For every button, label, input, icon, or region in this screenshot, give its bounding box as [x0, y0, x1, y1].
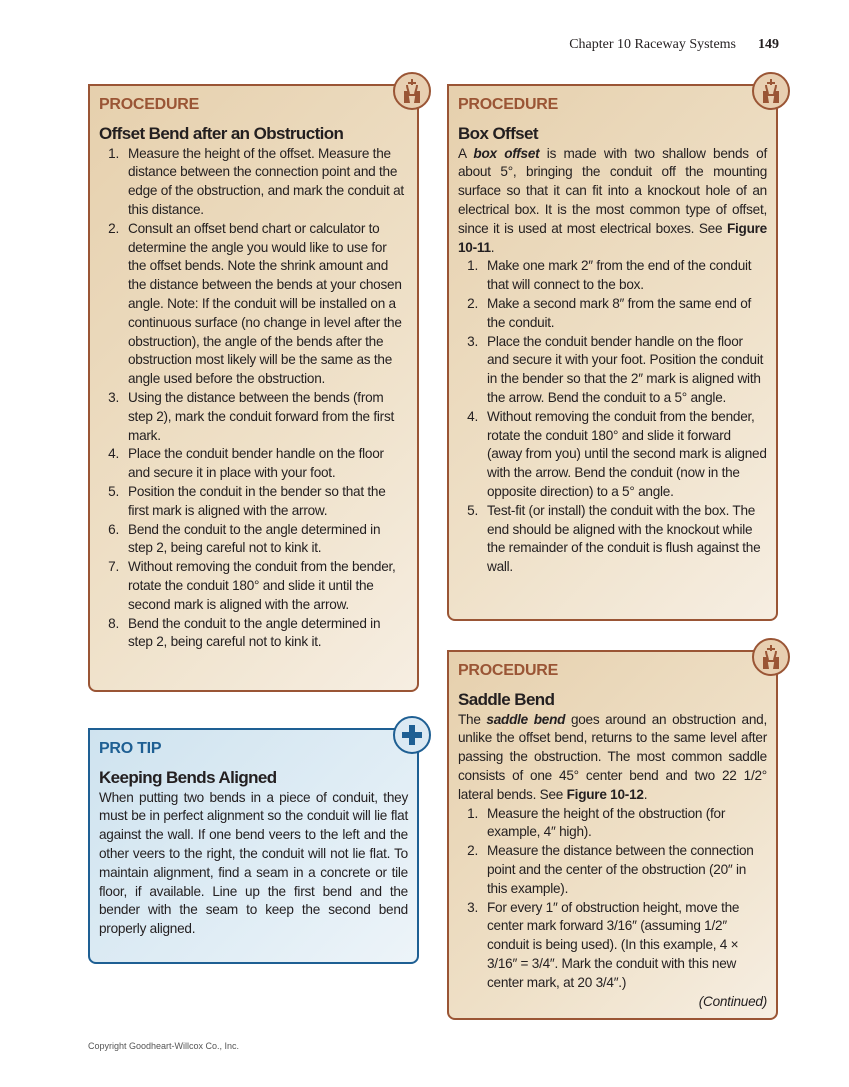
steps-list [99, 145, 408, 653]
step-text: Using the distance between the bends (from step 2), mark the conduit forward from the first mark. [128, 389, 395, 443]
step-number: 1. [467, 258, 478, 274]
procedure-title: Saddle Bend [458, 689, 555, 709]
step-item [458, 257, 767, 295]
step-text: Measure the distance between the connection point and the center of the obstruction (20″ in this example). [487, 843, 754, 896]
figure-reference[interactable]: Figure 10-11 [458, 220, 767, 255]
text: . [490, 239, 495, 255]
step-number: 2. [108, 220, 119, 236]
step-text: For every 1″ of obstruction height, move the center mark forward 3/16″ (assuming 1/2″ conduit is being used). (In this example, 4 × 3/16″ = 3/4″. Mark the conduit with this new center mark, at 20 3/4″.) [487, 899, 740, 990]
step-item [458, 333, 767, 408]
step-item [99, 615, 408, 653]
step-number: 5. [108, 483, 119, 499]
step-number: 3. [467, 899, 478, 915]
step-text: Measure the height of the obstruction (for example, 4″ high). [487, 805, 726, 840]
steps-list [458, 805, 767, 993]
step-item [99, 445, 408, 483]
tip-text: When putting two bends in a piece of conduit, they must be in perfect alignment so the conduit will lie flat against the wall. If one bend veers to the left and the other veers to the right, the conduit will not lie flat. To maintain alignment, find a seam in a concrete or tile floor, if available. Line up the first bend and the bender with the seam to keep the second bend properly aligned. [99, 789, 408, 937]
step-item [99, 558, 408, 614]
continued-note: (Continued) [698, 993, 767, 1009]
running-header [569, 37, 779, 53]
step-text: Bend the conduit to the angle determined in step 2, being careful not to kink it. [128, 615, 381, 650]
box-kind: PROCEDURE [458, 96, 558, 113]
step-number: 1. [108, 145, 119, 161]
figure-reference[interactable]: Figure 10-12 [566, 786, 644, 802]
step-item [99, 483, 408, 521]
step-item [99, 220, 408, 389]
step-number: 1. [467, 805, 478, 821]
step-item [99, 145, 408, 220]
step-text: Without removing the conduit from the bender, rotate the conduit 180° and slide it forward (away from you) until the second mark is aligned with the arrow. Bend the conduit (now in the opposite direction) to a 5° angle. [487, 408, 767, 499]
step-item [458, 502, 767, 577]
step-text: Measure the height of the offset. Measure the distance between the connection point and the edge of the obstruction, and mark the conduit at this distance. [128, 145, 404, 217]
step-text: Make one mark 2″ from the end of the conduit that will connect to the box. [487, 258, 752, 293]
text: is made with two shallow bends of about 5°, bringing the conduit off the mounting surface so that it can fit into a knockout hole of an electrical box. It is the most common type of offset, since it is used at most electrical boxes. See [458, 145, 768, 236]
procedure-box-offset [447, 84, 778, 621]
step-text: Without removing the conduit from the bender, rotate the conduit 180° and slide it until the second mark is aligned with the arrow. [128, 559, 396, 612]
step-text: Test-fit (or install) the conduit with the box. The end should be aligned with the knockout while the remainder of the conduit is flush against the wall. [487, 502, 761, 575]
step-item [99, 521, 408, 559]
box-kind: PROCEDURE [99, 96, 199, 113]
conduit-bender-icon [393, 72, 431, 110]
step-text: Make a second mark 8″ from the same end of the conduit. [487, 295, 752, 330]
procedure-offset-bend [88, 84, 419, 692]
step-number: 8. [108, 615, 119, 631]
conduit-bender-icon [752, 72, 790, 110]
step-number: 3. [467, 333, 478, 349]
step-text: Bend the conduit to the angle determined in step 2, being careful not to kink it. [128, 521, 381, 556]
step-item [458, 805, 767, 843]
step-text: Place the conduit bender handle on the floor and secure it with your foot. Position the conduit in the bender so that the 2″ mark is aligned with the arrow. Bend the conduit to a 5° angle. [487, 333, 764, 405]
procedure-title: Box Offset [458, 123, 538, 143]
step-number: 4. [108, 446, 119, 462]
step-number: 3. [108, 389, 119, 405]
procedure-title: Offset Bend after an Obstruction [99, 123, 344, 143]
key-term: saddle bend [486, 711, 566, 727]
plus-icon [393, 716, 431, 754]
chapter-title: Chapter 10 Raceway Systems [569, 37, 736, 52]
text: goes around an obstruction and, unlike the offset bend, returns to the same level after passing the obstruction. The most common saddle consists of one 45° center bend and two 22 1/2° lateral bends. See [458, 711, 768, 802]
step-number: 7. [108, 559, 119, 575]
step-number: 6. [108, 521, 119, 537]
step-item [458, 842, 767, 898]
steps-list [458, 257, 767, 577]
step-item [458, 408, 767, 502]
tip-title: Keeping Bends Aligned [99, 767, 277, 787]
step-text: Consult an offset bend chart or calculator to determine the angle you would like to use for the offset bends. Note the shrink amount and the distance between the bends at your chosen angle. Note: If the conduit will be installed on a continuous surface (no change in level after the obstruction), the angle of the bends after the obstruction most likely will be the same as the angle used before the obstruction. [128, 220, 402, 387]
step-text: Place the conduit bender handle on the floor and secure it in place with your foot. [128, 446, 384, 481]
copyright: Copyright Goodheart-Willcox Co., Inc. [88, 1041, 240, 1051]
text: The [458, 711, 487, 727]
step-number: 2. [467, 295, 478, 311]
step-number: 4. [467, 408, 478, 424]
box-kind: PRO TIP [99, 740, 162, 757]
intro-text [458, 711, 767, 805]
pro-tip-box [88, 728, 419, 964]
intro-text [458, 145, 767, 258]
page-number: 149 [758, 37, 779, 52]
step-item [99, 389, 408, 445]
text: . [643, 786, 648, 802]
step-text: Position the conduit in the bender so that the first mark is aligned with the arrow. [128, 483, 386, 518]
step-number: 2. [467, 843, 478, 859]
conduit-bender-icon [752, 638, 790, 676]
box-kind: PROCEDURE [458, 662, 558, 679]
procedure-saddle-bend [447, 650, 778, 1020]
step-number: 5. [467, 502, 478, 518]
step-item [458, 899, 767, 993]
step-item [458, 295, 767, 333]
text: A [458, 145, 474, 161]
key-term: box offset [473, 145, 540, 161]
